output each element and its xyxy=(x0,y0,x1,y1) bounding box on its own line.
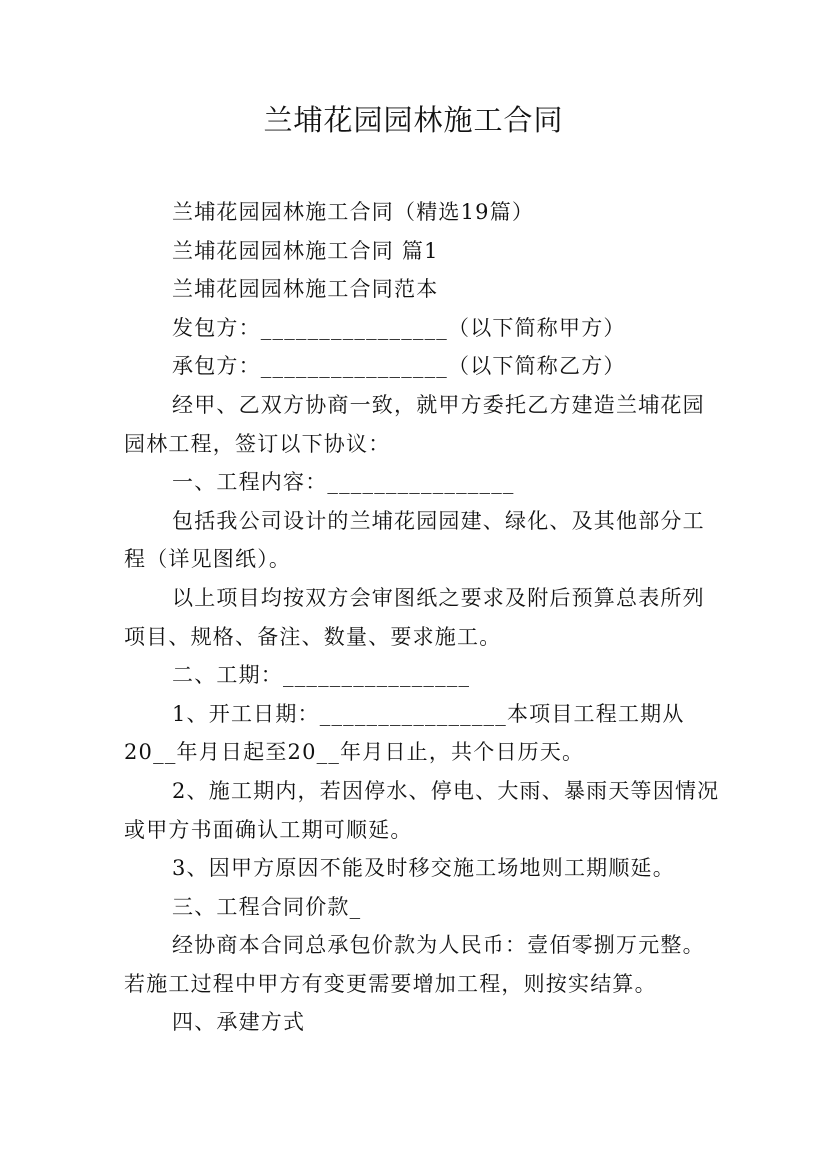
paragraph-scope: 包括我公司设计的兰埔花园园建、绿化、及其他部分工程（详见图纸）。 xyxy=(124,508,705,572)
paragraph-start-date: 1、开工日期：________________本项目工程工期从20__年月日起至20__年月日止，共个日历天。 xyxy=(124,701,685,765)
paragraph-section-1: 一、工程内容：________________ xyxy=(172,470,515,495)
paragraph-party-b: 承包方：________________（以下简称乙方） xyxy=(172,354,626,379)
paragraph-requirements: 以上项目均按双方会审图纸之要求及附后预算总表所列项目、规格、备注、数量、要求施工。 xyxy=(124,585,705,649)
document-body xyxy=(124,193,724,1042)
paragraph-section-2: 二、工期：________________ xyxy=(172,663,471,688)
paragraph-extension: 2、施工期内，若因停水、停电、大雨、暴雨天等因情况或甲方书面确认工期可顺延。 xyxy=(124,778,720,842)
document-title: 兰埔花园园林施工合同 xyxy=(263,103,564,137)
paragraph-price: 经协商本合同总承包价款为人民币：壹佰零捌万元整。若施工过程中甲方有变更需要增加工程，则按实结算。 xyxy=(124,933,705,996)
paragraph-agreement: 经甲、乙双方协商一致，就甲方委托乙方建造兰埔花园园林工程，签订以下协议： xyxy=(124,392,705,456)
paragraph-site-delay: 3、因甲方原因不能及时移交施工场地则工期顺延。 xyxy=(172,856,675,881)
paragraph-template-heading: 兰埔花园园林施工合同范本 xyxy=(172,277,439,302)
paragraph-chapter-heading: 兰埔花园园林施工合同 篇1 xyxy=(172,238,439,263)
paragraph-section-3: 三、工程合同价款_ xyxy=(172,894,362,919)
paragraph-section-4: 四、承建方式 xyxy=(172,1010,306,1035)
paragraph-subtitle: 兰埔花园园林施工合同（精选19篇） xyxy=(172,200,535,224)
paragraph-party-a: 发包方：________________（以下简称甲方） xyxy=(172,315,626,340)
